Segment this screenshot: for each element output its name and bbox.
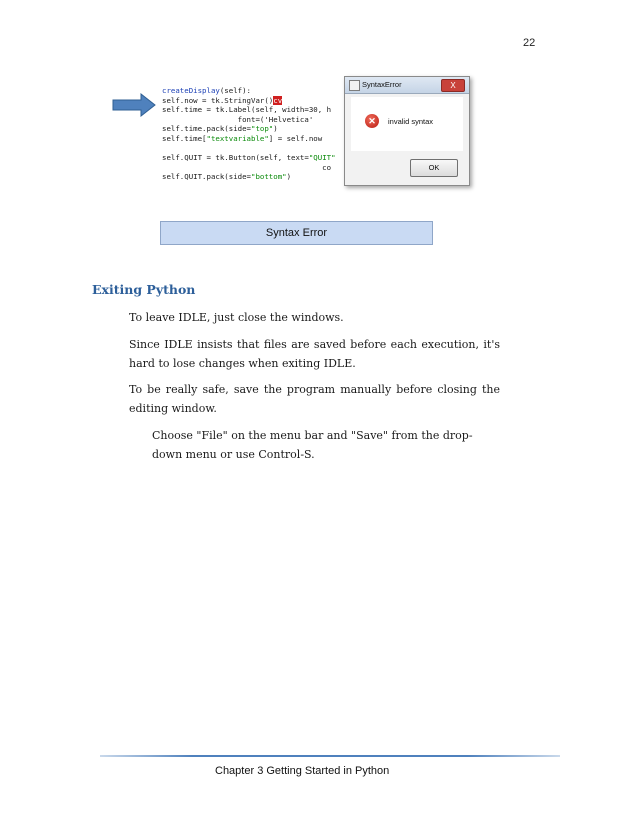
code-line	[162, 134, 336, 144]
code-token: cv	[273, 95, 283, 105]
dialog-body	[351, 97, 463, 151]
code-token: ] = self.now	[268, 133, 323, 143]
figure-caption: Syntax Error	[160, 221, 433, 245]
footer-text: Chapter 3 Getting Started in Python	[215, 765, 390, 777]
window-app-icon	[349, 80, 360, 91]
code-line	[162, 86, 336, 96]
dialog-titlebar	[345, 77, 469, 94]
code-line	[162, 96, 336, 106]
code-line	[162, 172, 336, 182]
code-token: "bottom"	[251, 172, 287, 182]
page-number: 22	[523, 37, 536, 49]
arrow-right-icon	[112, 93, 156, 117]
code-token: co	[162, 162, 332, 172]
code-token: )	[273, 124, 278, 134]
error-icon: ✕	[365, 114, 379, 128]
code-token: self.time[	[162, 133, 207, 143]
paragraph: To leave IDLE, just close the windows.	[129, 311, 344, 324]
code-line	[162, 115, 336, 125]
code-token: self.QUIT = tk.Button(self, text=	[162, 153, 309, 163]
dialog-title: SyntaxError	[362, 80, 402, 89]
code-token: self.now = tk.StringVar()	[162, 95, 274, 105]
indented-paragraph: Choose "File" on the menu bar and "Save" from the drop-down menu or use Control-S.	[152, 429, 473, 461]
paragraph: To be really safe, save the program manually before closing the editing window.	[129, 383, 500, 415]
code-line	[162, 105, 336, 115]
code-token	[162, 144, 166, 153]
paragraph: Since IDLE insists that files are saved before each execution, it's hard to lose changes when exiting IDLE.	[129, 338, 500, 370]
code-snippet	[162, 86, 336, 182]
code-line	[162, 144, 336, 154]
dialog-message: invalid syntax	[388, 117, 434, 126]
code-token: self.time = tk.Label(self, width=30, h	[162, 105, 332, 115]
code-token: createDisplay	[162, 86, 220, 95]
ok-button[interactable]: OK	[410, 159, 458, 177]
code-token: self.time.pack(side=	[162, 124, 251, 134]
syntax-error-dialog	[344, 76, 470, 186]
code-token: "top"	[251, 124, 274, 134]
footer-rule	[100, 755, 560, 757]
close-icon[interactable]: X	[441, 79, 465, 92]
code-token: (self):	[219, 86, 252, 95]
code-line	[162, 163, 336, 173]
code-token: )	[286, 172, 292, 182]
code-line	[162, 124, 336, 134]
code-token: "textvariable"	[206, 133, 269, 143]
code-token: font=('Helvetica'	[162, 114, 314, 124]
section-heading: Exiting Python	[92, 282, 196, 297]
code-token: self.QUIT.pack(side=	[162, 172, 251, 182]
code-line	[162, 153, 336, 163]
code-token: "QUIT"	[308, 153, 336, 163]
